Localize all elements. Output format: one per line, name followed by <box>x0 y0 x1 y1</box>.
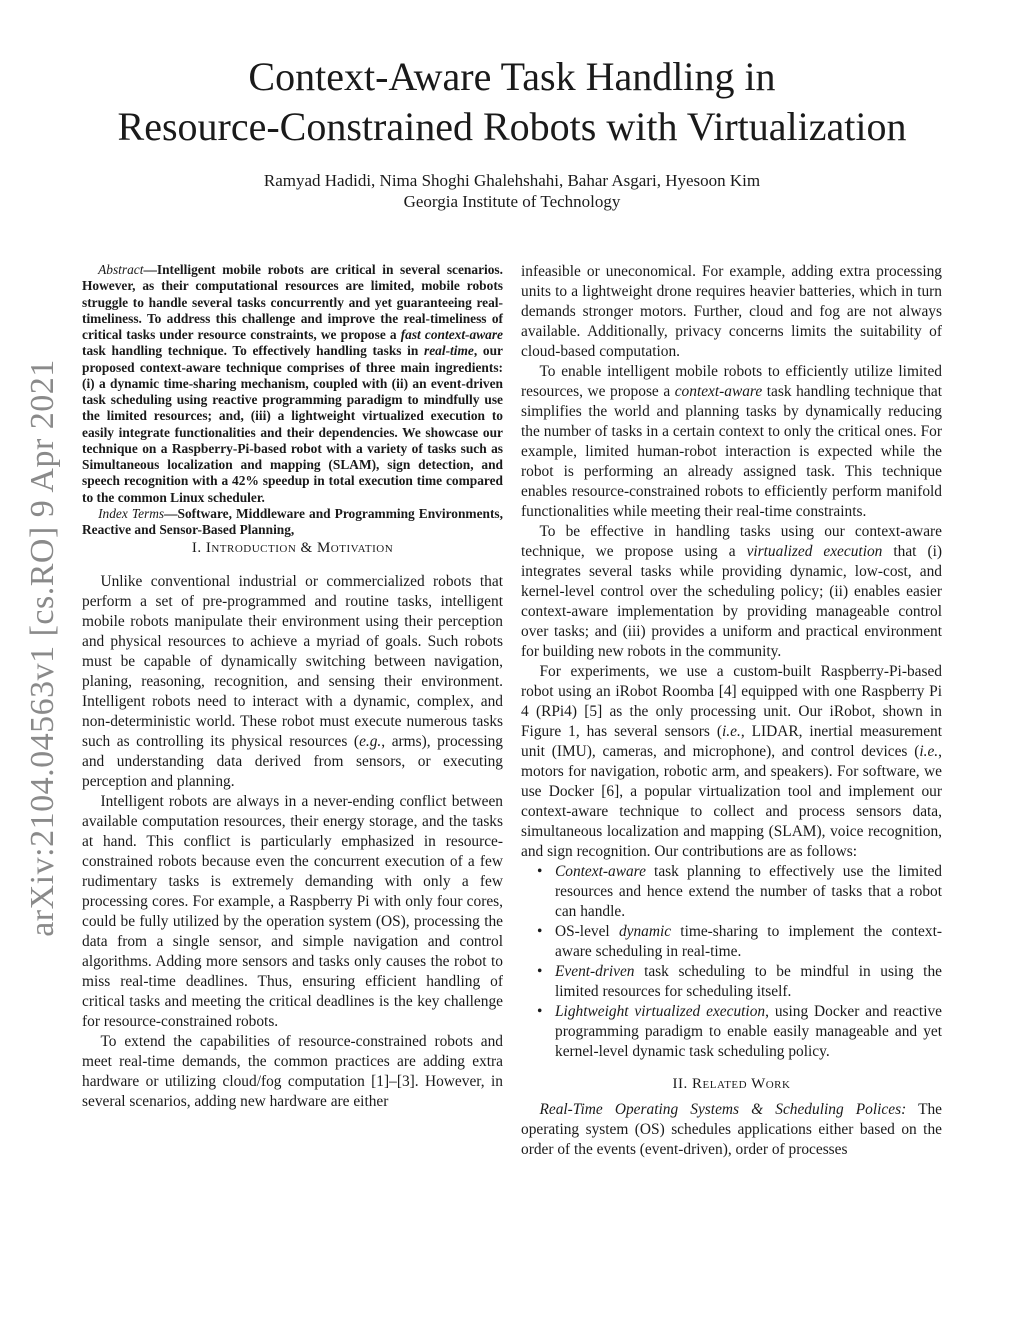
continued-paragraph: infeasible or uneconomical. For example, adding extra processing units to a lightweight drone requires heavier batteries, which in turn demands stronger motors. Further, cloud and fog are not always available. Additionally, privacy concerns limits the suitability of cloud-based computation. <box>521 263 942 360</box>
section-1-title-a: Introduction <box>205 540 297 557</box>
rp4-text-a: For experiments, we use a custom-built Raspberry-Pi-based robot using an iRobot Roomba [4] equipped with one Raspberry Pi 4 (RPi4) [5] as the only processing unit. Our iRobot, shown in Figure 1, has several sensors ( <box>521 663 942 740</box>
right-paragraph-4 <box>521 662 942 862</box>
intro-p1-emphasis: e.g. <box>359 733 382 751</box>
arxiv-identifier-text: arXiv:2104.04563v1 [cs.RO] 9 Apr 2021 <box>24 358 61 937</box>
contribution-2-emphasis: dynamic <box>618 923 672 940</box>
index-terms-label: Index Terms <box>98 505 165 521</box>
abstract-text-3: , our proposed context-aware technique comprises of three main ingredients: (i) a dynamic time-sharing mechanism, coupled with (ii) an event-driven task scheduling using reactive programming paradigm to mindfully use the limited resources; and, (iii) a lightweight virtualized execution to easily integrate functionalities and their dependencies. We showcase our technique on a Raspberry-Pi-based robot with a variety of tasks such as Simultaneous localization and mapping (SLAM), sign detection, and speech recognition with a 42% speedup in total execution time compared to the common Linux scheduler. <box>82 343 503 505</box>
section-2-number: II. <box>672 1076 693 1092</box>
section-2-title-b: Work <box>747 1076 791 1092</box>
contribution-2-text: time-sharing to implement the context-aware scheduling in real-time. <box>555 923 942 960</box>
section-1-amp: & <box>296 540 317 557</box>
intro-paragraph-2: Intelligent robots are always in a never-ending conflict between available computation resources, their energy storage, and the tasks at hand. This conflict is particularly emphasized in resource-constrained robots because even the concurrent execution of a few rudimentary tasks is extremely demanding with only a few processing cores. For example, a Raspberry Pi with only four cores, could be fully utilized by the operation system (OS), processing the data from a single sensor, and simple navigation and control algorithms. Adding more sensors and tasks only causes the robot to miss real-time deadlines. Thus, ensuring efficient handling of critical tasks and meeting the critical deadlines is the key challenge for resource-constrained robots. <box>82 793 503 1031</box>
paper-title <box>80 52 944 152</box>
title-line-1: Context-Aware Task Handling in <box>248 54 776 99</box>
contribution-3-emphasis: Event-driven <box>555 963 635 980</box>
contribution-1-text: task planning to effectively use the limited resources and hence extend the number of tasks that a robot can handle. <box>555 863 942 920</box>
contribution-2-pre: OS-level <box>555 923 619 940</box>
rp4-emphasis-2: i.e. <box>919 743 939 760</box>
section-1-title-b: Motivation <box>316 540 394 557</box>
contribution-item <box>555 922 942 962</box>
index-terms <box>82 506 503 539</box>
abstract-emphasis-1: fast context-aware <box>400 327 503 342</box>
contribution-item <box>555 862 942 922</box>
contribution-list <box>521 862 942 1062</box>
arxiv-identifier <box>24 360 62 935</box>
contribution-1-emphasis: Context-aware <box>555 863 646 880</box>
section-1-number: I. <box>191 540 206 557</box>
related-work-paragraph <box>521 1100 942 1160</box>
intro-p1-text: Unlike conventional industrial or commercialized robots that perform a set of pre-programmed and routine tasks, intelligent mobile robots manipulate their environment using their perception and physical resources to achieve a myriad of goals. Such robots must be capable of dynamically switching between navigation, planing, reasoning, recognition, and sensing their environment. Intelligent robots need to interact with a dynamic, complex, and non-deterministic world. These robot must execute numerous tasks such as controlling its physical resources ( <box>82 573 503 751</box>
abstract-emphasis-2: real-time <box>424 343 474 359</box>
abstract-text-1: —Intelligent mobile robots are critical in several scenarios. However, as their computational resources are limited, mobile robots struggle to handle several tasks concurrently and yet guaranteeing real-timeliness. To address this challenge and improve the real-timeliness of critical tasks under resource constraints, we propose a <box>82 262 503 342</box>
abstract-text-2: task handling technique. To effectively handling tasks in <box>82 343 425 359</box>
index-terms-text: —Software, Middleware and Programming Environments, Reactive and Sensor-Based Planning, <box>82 505 503 537</box>
title-line-2: Resource-Constrained Robots with Virtualization <box>117 104 907 149</box>
rp4-emphasis-1: i.e. <box>722 723 741 740</box>
author-list: Ramyad Hadidi, Nima Shoghi Ghalehshahi, Bahar Asgari, Hyesoon Kim <box>263 171 761 190</box>
author-block <box>80 170 944 212</box>
section-1-heading <box>82 538 503 558</box>
abstract <box>82 262 503 506</box>
intro-paragraph-3: To extend the capabilities of resource-constrained robots and meet real-time demands, the common practices are adding extra hardware or utilizing cloud/fog computation [1]–[3]. However, in several scenarios, adding new hardware are either <box>82 1033 503 1111</box>
rp2-text-a: To enable intelligent mobile robots to efficiently utilize limited resources, we propose a <box>521 363 942 400</box>
section-2-title-a: Related <box>692 1076 748 1092</box>
contribution-4-emphasis: Lightweight virtualized execution <box>555 1003 766 1020</box>
rp3-text-a: To be effective in handling tasks using our context-aware technique, we propose using a <box>521 523 942 560</box>
rp2-text-b: task handling technique that simplifies the world and planning tasks by dynamically reducing the number of tasks in a certain context to only the critical ones. For example, limited human-robot interaction is expected while the robot is performing an already assigned task. This technique enables resource-constrained robots to efficiently perform manifold functionalities while meeting their real-time constraints. <box>521 383 942 520</box>
left-column <box>82 262 503 1112</box>
right-paragraph-3 <box>521 522 942 662</box>
section-2-heading <box>521 1074 942 1094</box>
right-paragraph-2 <box>521 362 942 522</box>
rp3-emphasis: virtualized execution <box>746 543 883 560</box>
subsection-heading: Real-Time Operating Systems & Scheduling Polices: <box>539 1101 907 1118</box>
subsection-text: The operating system (OS) schedules applications either based on the order of the events (event-driven), order of processes <box>521 1101 943 1158</box>
contribution-3-text: task scheduling to be mindful in using the limited resources for scheduling itself. <box>555 963 942 1000</box>
abstract-label: Abstract <box>98 262 144 277</box>
rp3-text-b: that (i) integrates several tasks while providing dynamic, low-cost, and kernel-level control over the scheduling policy; (ii) enables easier context-aware implementation by providing manageable control over tasks; and (iii) provides a uniform and practical environment for building new robots in the community. <box>521 543 942 660</box>
rp4-text-b: , LIDAR, inertial measurement unit (IMU), cameras, and microphone), and control devices ( <box>521 723 942 760</box>
contribution-item <box>555 962 942 1002</box>
right-column <box>521 262 942 1160</box>
intro-p1-end: , arms), processing and understanding data derived from sensors, or executing perception and planning. <box>82 733 503 791</box>
contribution-item <box>555 1002 942 1062</box>
rp2-emphasis: context-aware <box>674 383 763 400</box>
contribution-4-text: , using Docker and reactive programming paradigm to enable easily manageable and yet kernel-level dynamic task scheduling policy. <box>555 1003 942 1060</box>
affiliation: Georgia Institute of Technology <box>403 192 621 211</box>
intro-paragraph-1 <box>82 572 503 792</box>
rp4-text-c: , motors for navigation, robotic arm, and speakers). For software, we use Docker [6], a popular virtualization tool and implement our context-aware technique to collect and process sensors data, simultaneous localization and mapping (SLAM), voice recognition, and sign recognition. Our contributions are as follows: <box>521 743 942 860</box>
